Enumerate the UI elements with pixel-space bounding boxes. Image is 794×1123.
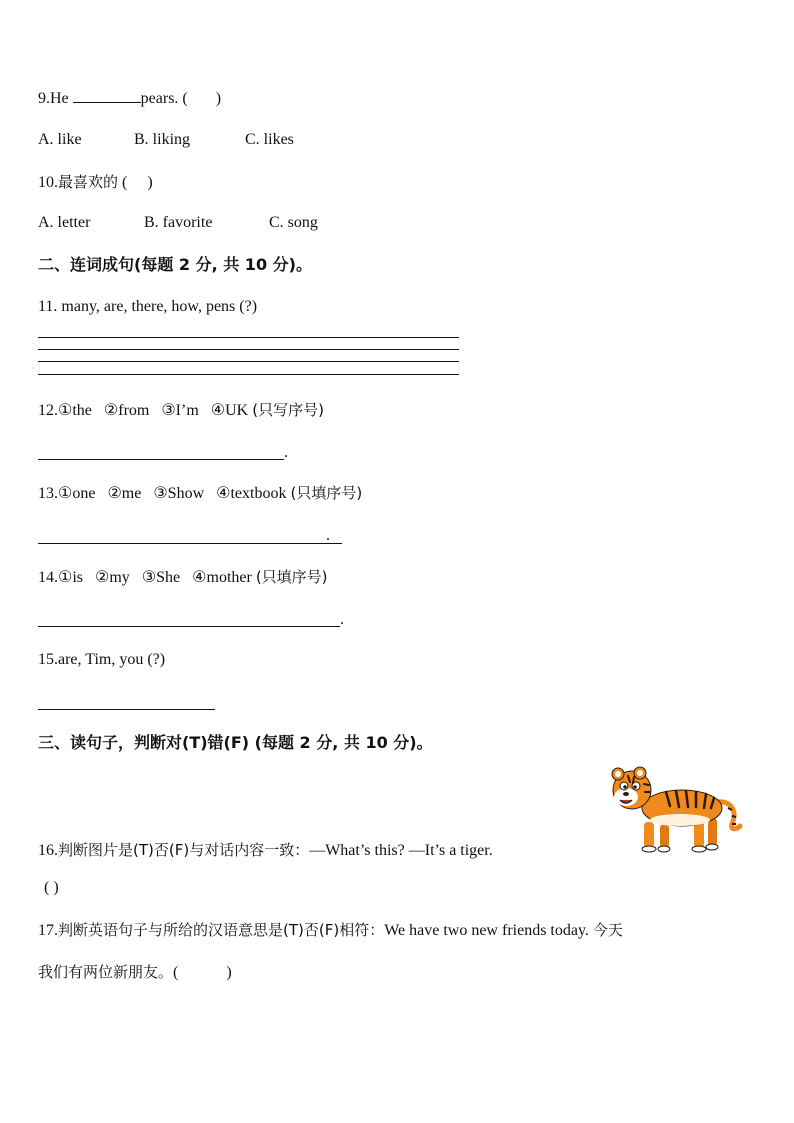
section-2-title: 二、连词成句(每题 2 分, 共 10 分)。: [38, 255, 312, 274]
answer-paren[interactable]: ( ): [44, 879, 59, 896]
option-b[interactable]: B. liking: [134, 131, 191, 148]
question-text: 最喜欢的: [58, 173, 119, 191]
question-17-line2: [38, 962, 232, 983]
instruction-note: (只填序号): [255, 568, 328, 586]
question-text-cn: 判断英语句子与所给的汉语意思是(T)否(F)相符：: [58, 921, 385, 939]
answer-line[interactable]: [38, 459, 284, 460]
question-text-en: We have two new friends today.: [384, 922, 589, 939]
question-14: [38, 567, 328, 588]
tiger-leg: [708, 818, 717, 846]
question-11: 11. many, are, there, how, pens (?): [38, 298, 258, 315]
question-text-cn: 判断图片是(T)否(F)与对话内容一致：: [58, 841, 310, 859]
tiger-leg: [660, 824, 669, 848]
answer-line[interactable]: [38, 626, 340, 627]
question-15: 15.are, Tim, you (?): [38, 651, 166, 668]
question-number: 9.: [38, 90, 50, 107]
answer-paren[interactable]: ( ): [122, 174, 153, 191]
instruction-note: (只填序号): [290, 484, 363, 502]
answer-line[interactable]: [38, 709, 215, 710]
question-10: [38, 172, 153, 193]
answer-line[interactable]: [38, 337, 459, 338]
option-a[interactable]: A. like: [38, 131, 82, 148]
option-c[interactable]: C. likes: [245, 131, 294, 148]
answer-line[interactable]: [38, 361, 459, 362]
tiger-nose: [623, 792, 629, 796]
answer-line[interactable]: [38, 349, 459, 350]
option-b[interactable]: B. favorite: [144, 214, 213, 231]
question-number: 10.: [38, 174, 58, 191]
question-12: [38, 400, 324, 421]
question-number: 12.: [38, 402, 58, 419]
word-items: ①the ②from ③I’m ④UK: [58, 402, 249, 419]
question-number: 16.: [38, 842, 58, 859]
word-items: ①is ②my ③She ④mother: [58, 569, 252, 586]
question-9: [38, 88, 221, 109]
line-end-period: .: [340, 611, 344, 628]
word-items: ①one ②me ③Show ④textbook: [58, 485, 287, 502]
question-text-cn: 今天: [592, 921, 623, 939]
option-a[interactable]: A. letter: [38, 214, 91, 231]
question-number: 14.: [38, 569, 58, 586]
question-number: 13.: [38, 485, 58, 502]
line-end-period: .: [284, 444, 288, 461]
answer-blank[interactable]: [73, 88, 141, 103]
tiger-illustration: [604, 764, 746, 854]
instruction-note: (只写序号): [252, 401, 324, 419]
answer-paren[interactable]: ( ): [173, 964, 232, 981]
tiger-leg: [644, 822, 654, 848]
line-end-period: .: [326, 527, 330, 544]
question-13: [38, 483, 362, 504]
question-text-cn: 我们有两位新朋友。: [38, 963, 174, 981]
question-text-en: —What’s this? —It’s a tiger.: [309, 842, 493, 859]
section-3-title: 三、读句子，判断对(T)错(F) (每题 2 分, 共 10 分)。: [38, 733, 433, 752]
answer-line[interactable]: [38, 374, 459, 375]
question-text: pears. (: [140, 90, 188, 107]
paren-close: ): [215, 90, 222, 107]
question-17: [38, 920, 623, 941]
question-16: [38, 840, 493, 861]
answer-line[interactable]: [38, 543, 342, 544]
option-c[interactable]: C. song: [269, 214, 318, 231]
question-number: 17.: [38, 922, 58, 939]
question-text: He: [50, 90, 69, 107]
